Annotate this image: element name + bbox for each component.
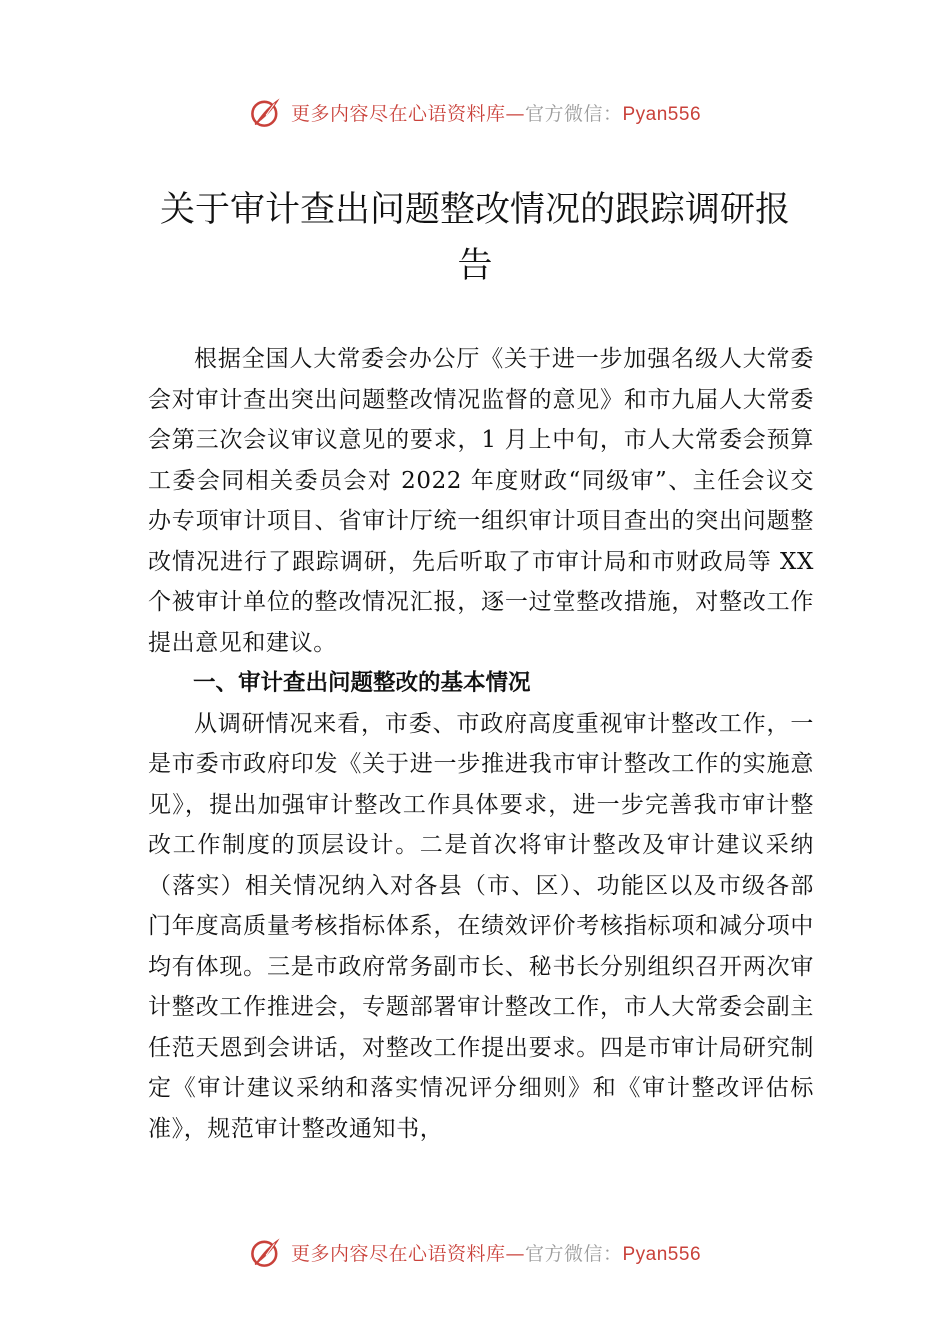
watermark-text <box>291 1239 701 1266</box>
watermark-dash: — <box>505 102 525 125</box>
watermark-dash: — <box>505 1242 525 1265</box>
watermark-wechat-label: 官方微信： <box>524 1242 623 1265</box>
watermark-account: Pyan556 <box>622 103 702 125</box>
watermark-text <box>291 99 701 126</box>
paragraph-basic-situation: 从调研情况来看，市委、市政府高度重视审计整改工作，一是市委市政府印发《关于进一步推进我市审计整改工作的实施意见》，提出加强审计整改工作具体要求，进一步完善我市审计整改工作制度的顶层设计。二是首次将审计整改及审计建议采纳（落实）相关情况纳入对各县（市、区）、功能区以及市级各部门年度高质量考核指标体系，在绩效评价考核指标项和减分项中均有体现。三是市政府常务副市长、秘书长分别组织召开两次审计整改工作推进会，专题部署审计整改工作，市人大常委会副主任范天恩到会讲话，对整改工作提出要求。四是市审计局研究制定《审计建议采纳和落实情况评分细则》和《审计整改评估标准》，规范审计整改通知书， <box>148 710 814 1142</box>
watermark-account: Pyan556 <box>622 1243 702 1265</box>
quill-pen-logo-icon <box>249 95 283 129</box>
section-heading-1: 一、审计查出问题整改的基本情况 <box>193 670 531 696</box>
document-body <box>148 339 814 1149</box>
watermark-site: 更多内容尽在心语资料库 <box>290 102 506 125</box>
watermark-site: 更多内容尽在心语资料库 <box>290 1242 506 1265</box>
watermark-wechat-label: 官方微信： <box>524 102 623 125</box>
document-title: 关于审计查出问题整改情况的跟踪调研报告 <box>159 190 790 286</box>
quill-pen-logo-icon <box>249 1235 283 1269</box>
header-watermark <box>0 92 950 132</box>
footer-watermark <box>0 1232 950 1272</box>
paragraph-intro: 根据全国人大常委会办公厅《关于进一步加强名级人大常委会对审计查出突出问题整改情况监督的意见》和市九届人大常委会第三次会议审议意见的要求，1 月上中旬，市人大常委会预算工委会同相关委员会对 2022 年度财政“同级审”、主任会议交办专项审计项目、省审计厅统一组织审计项目查出的突出问题整改情况进行了跟踪调研，先后听取了市审计局和市财政局等 XX 个被审计单位的整改情况汇报，逐一过堂整改措施，对整改工作提出意见和建议。 <box>148 346 814 656</box>
